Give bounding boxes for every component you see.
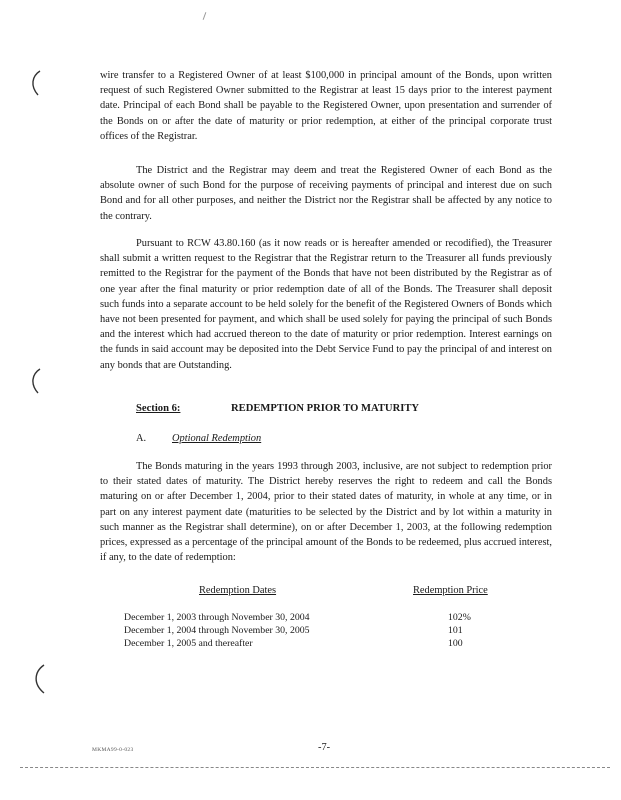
subsection-letter: A.: [136, 433, 147, 444]
row-date: December 1, 2003 through November 30, 2004: [124, 612, 310, 623]
table-row: [124, 638, 544, 651]
row-price: 100: [448, 638, 463, 649]
hole-punch-mark-top: [26, 68, 46, 98]
table-header-price: Redemption Price: [413, 585, 488, 596]
document-code: MKMA99-0-023: [92, 747, 134, 753]
paragraph-unclaimed-funds: Pursuant to RCW 43.80.160 (as it now reads or is hereafter amended or recodified), the Treasurer shall submit a written request to the Registrar that the Registrar return to the Treasurer all funds previously remitted to the Registrar for the payment of the Bonds that have not been distributed by the Registrar as of one year after the final maturity or prior redemption date of all of the Bonds. The Treasurer shall deposit such funds into a separate account to be held solely for the benefit of the Registered Owners of Bonds which have not been presented for payment, and which shall be used solely for paying the principal of such Bonds and the interest which had accrued thereon to the date of maturity or prior redemption. Interest earnings on the funds in said account may be deposited into the Debt Service Fund to pay the principal of and interest on any bonds that are Outstanding.: [100, 238, 552, 371]
table-row: [124, 612, 544, 625]
hole-punch-mark-bottom: [30, 662, 50, 696]
paragraph-optional-redemption: The Bonds maturing in the years 1993 through 2003, inclusive, are not subject to redemption prior to their stated dates of maturity. The District hereby reserves the right to redeem and call the Bonds maturing on or after December 1, 2004, prior to their stated dates of maturity, in whole at any time, or in part on any interest payment date (maturities to be selected by the District and by lot within a maturity in such manner as the Registrar shall determine), on or after December 1, 2003, at the following redemption prices, expressed as a percentage of the principal amount of the Bonds to be redeemed, plus accrued interest, if any, to the date of redemption:: [100, 461, 552, 564]
page-number: -7-: [318, 742, 331, 753]
row-price: 102%: [448, 612, 471, 623]
row-date: December 1, 2005 and thereafter: [124, 638, 253, 649]
row-price: 101: [448, 625, 463, 636]
table-header-dates: Redemption Dates: [199, 585, 277, 596]
subsection-title: Optional Redemption: [172, 433, 262, 444]
paragraph-payment-method: wire transfer to a Registered Owner of at least $100,000 in principal amount of the Bonds, upon written request of such Registered Owner submitted to the Registrar at least 15 days prior to the interest payment date. Principal of each Bond shall be payable to the Registered Owner, upon presentation and surrender of the Bonds on or after the date of maturity or prior redemption, at either of the principal corporate trust offices of the Registrar.: [100, 70, 552, 142]
row-date: December 1, 2004 through November 30, 2005: [124, 625, 310, 636]
scan-mark: [203, 12, 207, 20]
paragraph-registered-owner: The District and the Registrar may deem and treat the Registered Owner of each Bond as the absolute owner of such Bond for the purpose of receiving payments of principal and interest due on such Bond and for all other purposes, and neither the District nor the Registrar shall be affected by any notice to the contrary.: [100, 165, 552, 222]
scan-edge-line: [20, 767, 610, 768]
section-number: Section 6:: [136, 403, 181, 414]
hole-punch-mark-middle: [26, 366, 46, 396]
subsection-heading: [136, 433, 262, 444]
section-title: REDEMPTION PRIOR TO MATURITY: [231, 403, 420, 414]
section-heading: [136, 403, 420, 414]
table-row: [124, 625, 544, 638]
